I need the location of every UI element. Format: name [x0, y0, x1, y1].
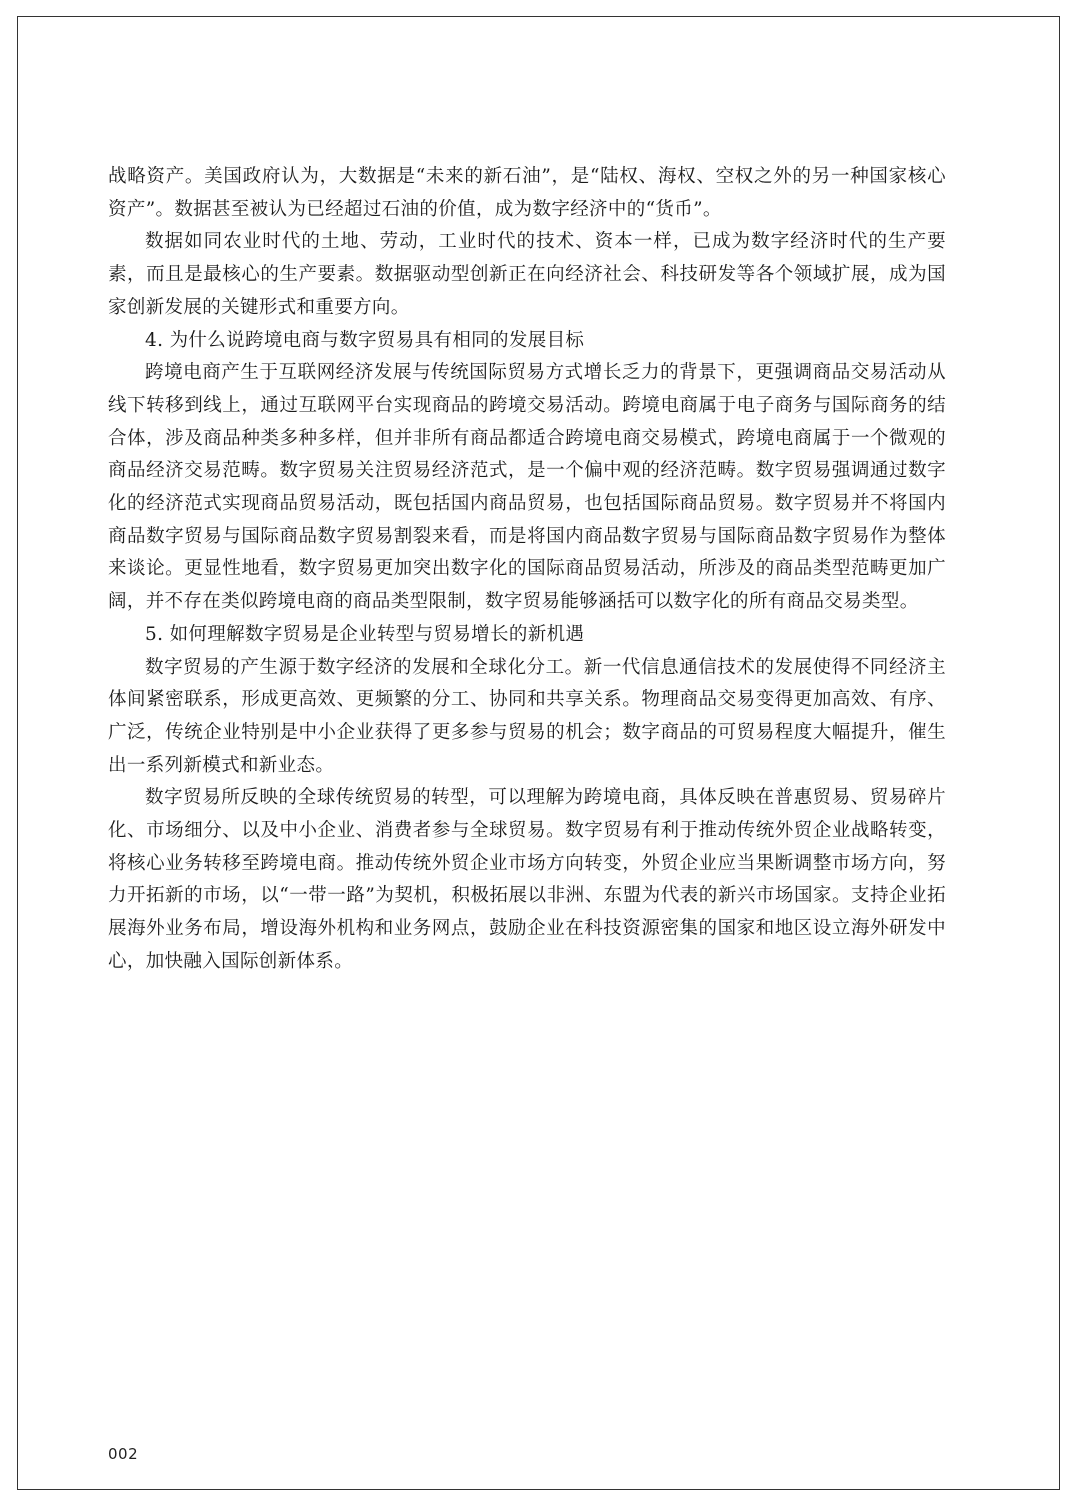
page-number: 002 [108, 1445, 139, 1463]
section-heading-4: 4. 为什么说跨境电商与数字贸易具有相同的发展目标 [145, 329, 585, 351]
section-heading-5: 5. 如何理解数字贸易是企业转型与贸易增长的新机遇 [145, 623, 585, 645]
paragraph: 数据如同农业时代的土地、劳动，工业时代的技术、资本一样，已成为数字经济时代的生产要素，而且是最核心的生产要素。数据驱动型创新正在向经济社会、科技研发等各个领域扩展，成为国家创新发展的关键形式和重要方向。 [108, 231, 946, 318]
body-text [108, 161, 946, 979]
paragraph: 数字贸易的产生源于数字经济的发展和全球化分工。新一代信息通信技术的发展使得不同经济主体间紧密联系，形成更高效、更频繁的分工、协同和共享关系。物理商品交易变得更加高效、有序、广泛，传统企业特别是中小企业获得了更多参与贸易的机会；数字商品的可贸易程度大幅提升，催生出一系列新模式和新业态。 [108, 656, 946, 776]
paragraph: 数字贸易所反映的全球传统贸易的转型，可以理解为跨境电商，具体反映在普惠贸易、贸易碎片化、市场细分、以及中小企业、消费者参与全球贸易。数字贸易有利于推动传统外贸企业战略转变，将核心业务转移至跨境电商。推动传统外贸企业市场方向转变，外贸企业应当果断调整市场方向，努力开拓新的市场，以“一带一路”为契机，积极拓展以非洲、东盟为代表的新兴市场国家。支持企业拓展海外业务布局，增设海外机构和业务网点，鼓励企业在科技资源密集的国家和地区设立海外研发中心，加快融入国际创新体系。 [108, 787, 946, 972]
paragraph-continued: 战略资产。美国政府认为，大数据是“未来的新石油”，是“陆权、海权、空权之外的另一种国家核心资产”。数据甚至被认为已经超过石油的价值，成为数字经济中的“货币”。 [108, 166, 946, 220]
paragraph: 跨境电商产生于互联网经济发展与传统国际贸易方式增长乏力的背景下，更强调商品交易活动从线下转移到线上，通过互联网平台实现商品的跨境交易活动。跨境电商属于电子商务与国际商务的结合体，涉及商品种类多种多样，但并非所有商品都适合跨境电商交易模式，跨境电商属于一个微观的商品经济交易范畴。数字贸易关注贸易经济范式，是一个偏中观的经济范畴。数字贸易强调通过数字化的经济范式实现商品贸易活动，既包括国内商品贸易，也包括国际商品贸易。数字贸易并不将国内商品数字贸易与国际商品数字贸易割裂来看，而是将国内商品数字贸易与国际商品数字贸易作为整体来谈论。更显性地看，数字贸易更加突出数字化的国际商品贸易活动，所涉及的商品类型范畴更加广阔，并不存在类似跨境电商的商品类型限制，数字贸易能够涵括可以数字化的所有商品交易类型。 [108, 362, 946, 613]
